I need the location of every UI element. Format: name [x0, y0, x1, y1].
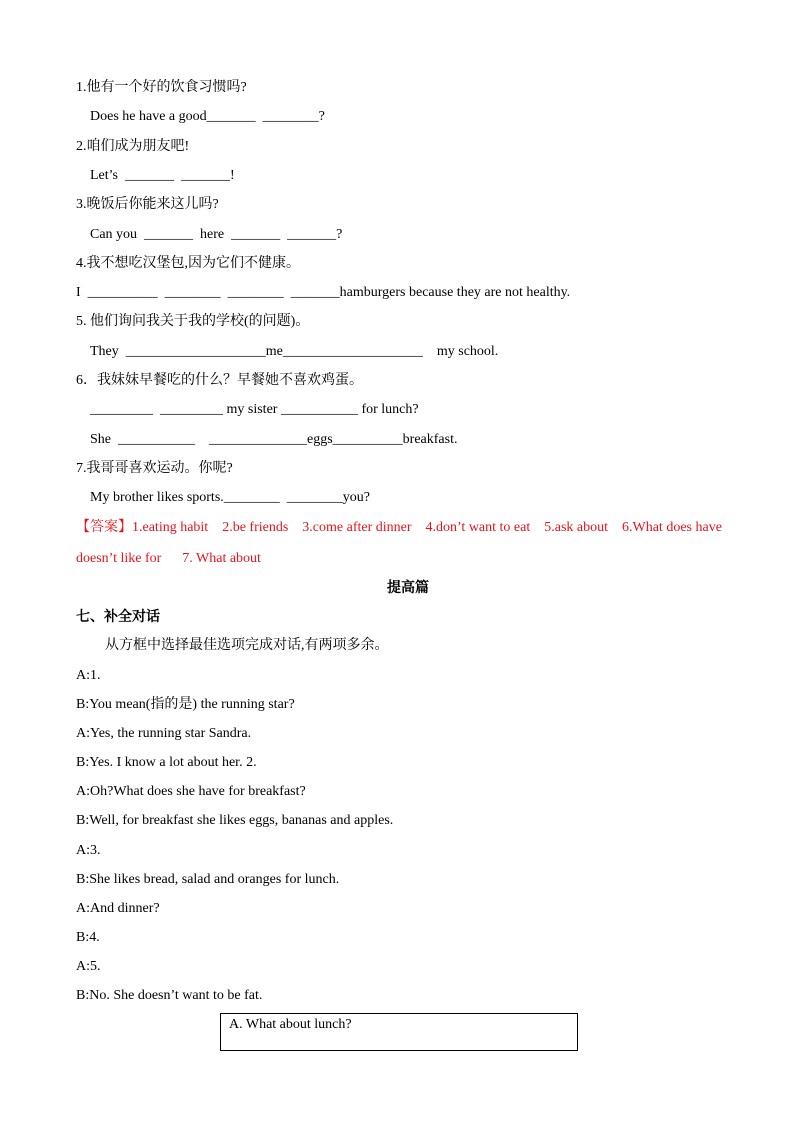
question-6-english-1: _________ _________ my sister ___________ for lunch?	[90, 402, 419, 417]
question-4-chinese: 4.我不想吃汉堡包,因为它们不健康。	[76, 256, 300, 271]
question-5-english: They ____________________me____________________ my school.	[90, 344, 499, 359]
dialogue-line: A:3.	[76, 843, 101, 858]
question-1-english: Does he have a good_______ ________?	[90, 109, 325, 124]
part-title: 七、补全对话	[76, 610, 160, 625]
question-2-chinese: 2.咱们成为朋友吧!	[76, 139, 190, 154]
dialogue-line: B:No. She doesn’t want to be fat.	[76, 988, 263, 1003]
dialogue-line: A:Oh?What does she have for breakfast?	[76, 784, 306, 799]
answer-line-1: 【答案】1.eating habit 2.be friends 3.come after dinner 4.don’t want to eat 5.ask about 6.What does have	[76, 520, 722, 535]
answer-line-2: doesn’t like for 7. What about	[76, 551, 261, 566]
question-6-chinese: 6．我妹妹早餐吃的什么？早餐她不喜欢鸡蛋。	[76, 373, 363, 388]
question-7-chinese: 7.我哥哥喜欢运动。你呢?	[76, 461, 233, 476]
question-3-chinese: 3.晚饭后你能来这儿吗?	[76, 197, 219, 212]
dialogue-line: A:1.	[76, 668, 101, 683]
dialogue-line: B:Well, for breakfast she likes eggs, bananas and apples.	[76, 813, 394, 828]
instruction-text: 从方框中选择最佳选项完成对话,有两项多余。	[105, 638, 389, 653]
dialogue-line: B:You mean(指的是) the running star?	[76, 697, 295, 712]
option-a: A. What about lunch?	[229, 1017, 352, 1032]
options-box	[220, 1013, 578, 1051]
dialogue-line: A:5.	[76, 959, 101, 974]
question-1-chinese: 1.他有一个好的饮食习惯吗?	[76, 80, 247, 95]
question-7-english: My brother likes sports.________ ________you?	[90, 490, 370, 505]
question-4-english: I __________ ________ ________ _______hamburgers because they are not healthy.	[76, 285, 571, 300]
question-5-chinese: 5. 他们询问我关于我的学校(的问题)。	[76, 314, 310, 329]
dialogue-line: B:Yes. I know a lot about her. 2.	[76, 755, 257, 770]
dialogue-line: B:She likes bread, salad and oranges for lunch.	[76, 872, 340, 887]
dialogue-line: B:4.	[76, 930, 100, 945]
section-title: 提高篇	[387, 581, 429, 596]
dialogue-line: A:Yes, the running star Sandra.	[76, 726, 252, 741]
question-2-english: Let’s _______ _______!	[90, 168, 235, 183]
question-6-english-2: She ___________ ______________eggs__________breakfast.	[90, 432, 458, 447]
dialogue-line: A:And dinner?	[76, 901, 160, 916]
question-3-english: Can you _______ here _______ _______?	[90, 227, 343, 242]
